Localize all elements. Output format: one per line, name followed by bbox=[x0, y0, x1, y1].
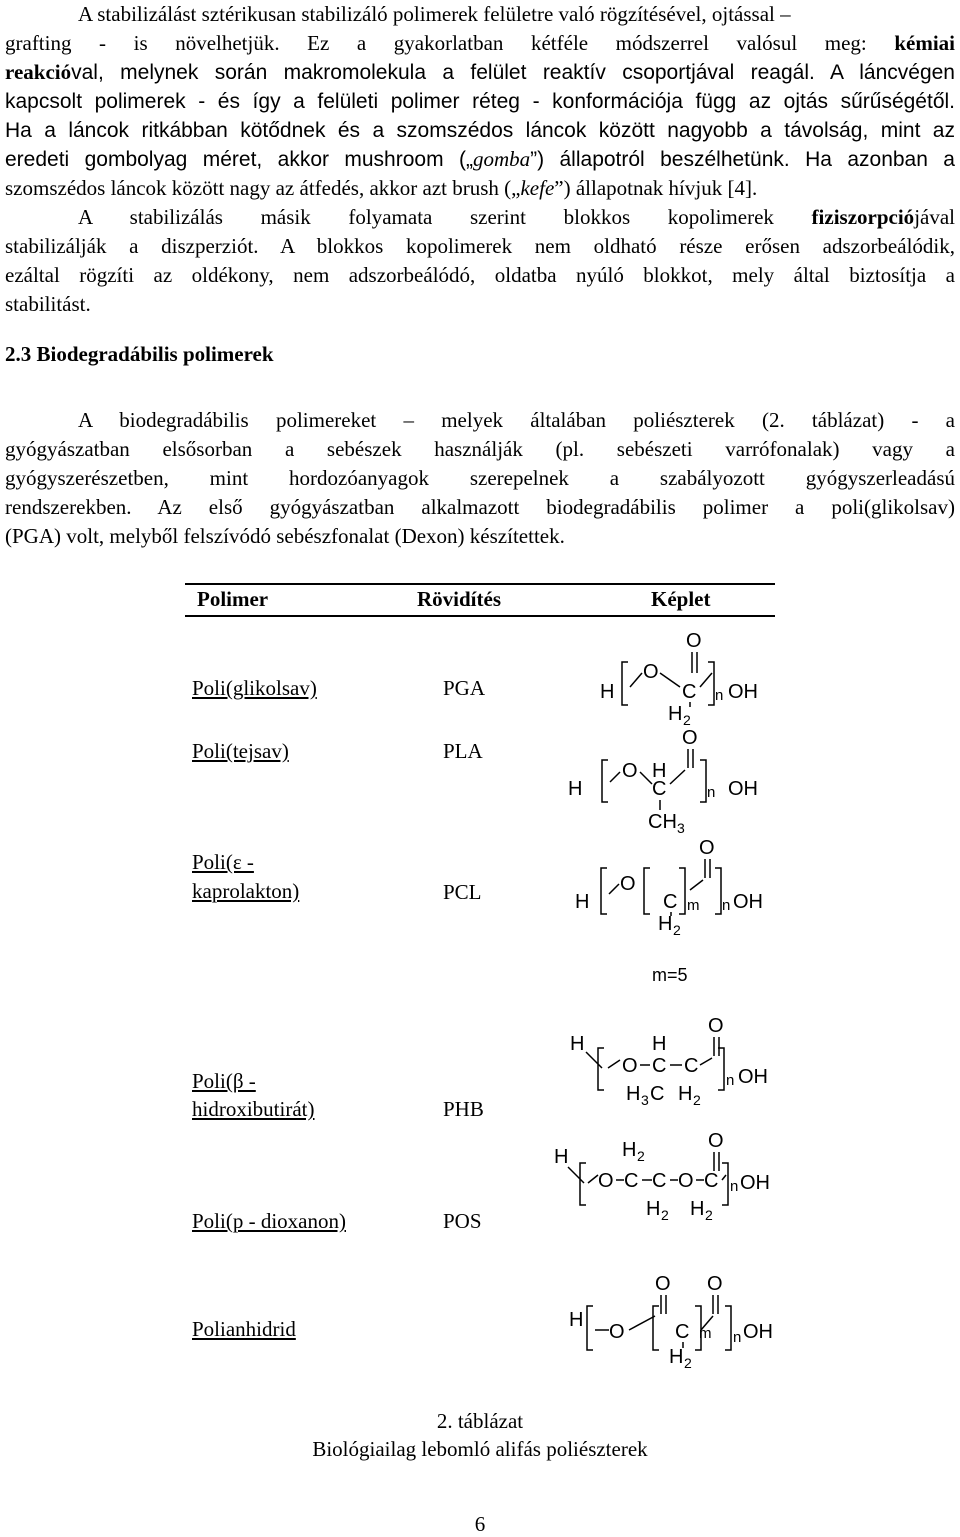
text-line: eredeti gombolyag méret, akkor mushroom („gomba”) állapotról beszélhetünk. Ha azonban a bbox=[5, 147, 955, 171]
svg-text:n: n bbox=[715, 687, 724, 704]
svg-text:O: O bbox=[686, 630, 702, 652]
polymer-abbr: POS bbox=[443, 1209, 482, 1233]
svg-text:OH: OH bbox=[733, 891, 763, 913]
svg-text:H: H bbox=[690, 1198, 705, 1220]
page-number: 6 bbox=[474, 1512, 486, 1536]
polymer-name-cont: kaprolakton) bbox=[192, 879, 300, 903]
pcl-m-note: m=5 bbox=[652, 965, 688, 985]
polymer-name: Poli(p - dioxanon) bbox=[192, 1209, 346, 1233]
polyanhydride-structural-formula bbox=[555, 1268, 785, 1383]
svg-text:H: H bbox=[600, 681, 615, 703]
polymer-name: Poli(glikolsav) bbox=[192, 676, 317, 700]
polymer-name: Polianhidrid bbox=[192, 1317, 296, 1341]
svg-text:C: C bbox=[624, 1170, 639, 1192]
text-line: stabilitást. bbox=[5, 292, 91, 316]
svg-text:O: O bbox=[678, 1170, 694, 1192]
text-line: szomszédos láncok között nagy az átfedés, akkor azt brush („kefe”) állapotnak hívjuk [4]. bbox=[5, 176, 758, 200]
svg-text:2: 2 bbox=[661, 1207, 669, 1223]
text-line: ezáltal rögzíti az oldékony, nem adszorbeálódó, oldatba nyúló blokkot, mely által biztosítja a bbox=[5, 263, 955, 287]
svg-text:OH: OH bbox=[738, 1066, 768, 1088]
pla-structural-formula bbox=[560, 722, 780, 842]
svg-text:OH: OH bbox=[740, 1172, 770, 1194]
polymer-abbr: PGA bbox=[443, 676, 486, 700]
table-caption-number: 2. táblázat bbox=[436, 1409, 524, 1433]
svg-text:n: n bbox=[730, 1178, 739, 1195]
svg-text:H: H bbox=[568, 778, 583, 800]
svg-text:C: C bbox=[652, 1170, 667, 1192]
polymer-name: Poli(tejsav) bbox=[192, 739, 289, 763]
text-line: A stabilizálás másik folyamata szerint blokkos kopolimerek fiziszorpciójával bbox=[78, 205, 955, 229]
svg-text:O: O bbox=[655, 1273, 671, 1295]
text-line: grafting - is növelhetjük. Ez a gyakorlatban kétféle módszerrel valósul meg: kémiai bbox=[5, 31, 955, 55]
svg-text:H: H bbox=[652, 1033, 667, 1055]
svg-text:n: n bbox=[733, 1329, 742, 1346]
svg-text:O: O bbox=[609, 1321, 625, 1343]
text-line: stabilizálják a diszperziót. A blokkos kopolimerek nem oldható része erősen adszorbeálódik, bbox=[5, 234, 955, 258]
table-caption-title: Biológiailag lebomló alifás poliészterek bbox=[312, 1437, 648, 1461]
svg-text:H: H bbox=[569, 1309, 584, 1331]
text-line: gyógyászatban elsősorban a sebészek használják (pl. sebészeti varrófonalak) vagy a bbox=[5, 437, 955, 461]
polymer-abbr: PHB bbox=[443, 1097, 484, 1121]
svg-text:OH: OH bbox=[728, 778, 758, 800]
polymer-name-cont: hidroxibutirát) bbox=[192, 1097, 315, 1121]
svg-text:O: O bbox=[708, 1015, 724, 1037]
svg-text:n: n bbox=[722, 897, 731, 914]
polymer-name: Poli(β - bbox=[192, 1069, 256, 1093]
svg-text:OH: OH bbox=[743, 1321, 773, 1343]
svg-text:H: H bbox=[668, 703, 683, 725]
svg-text:O: O bbox=[707, 1273, 723, 1295]
svg-text:H: H bbox=[658, 913, 673, 935]
svg-text:m: m bbox=[699, 1325, 712, 1342]
svg-text:2: 2 bbox=[693, 1092, 701, 1108]
pcl-structural-formula bbox=[565, 832, 785, 947]
svg-text:C: C bbox=[652, 1055, 667, 1077]
header-keplet: Képlet bbox=[651, 587, 711, 611]
header-polimer: Polimer bbox=[197, 587, 269, 611]
svg-text:2: 2 bbox=[637, 1148, 645, 1164]
phb-structural-formula bbox=[560, 1010, 780, 1115]
pos-structural-formula bbox=[540, 1125, 780, 1230]
svg-text:O: O bbox=[622, 760, 638, 782]
text-line: Ha a láncok ritkábban kötődnek és a szomszédos láncok között nagyobb a távolság, mint az bbox=[5, 119, 955, 142]
text-line: gyógyszerészetben, mint hordozóanyagok szerepelnek a szabályozott gyógyszerleadású bbox=[5, 466, 955, 490]
svg-text:C: C bbox=[684, 1055, 699, 1077]
svg-text:O: O bbox=[598, 1170, 614, 1192]
svg-text:3: 3 bbox=[677, 820, 685, 836]
svg-text:C: C bbox=[682, 681, 697, 703]
text-line: rendszerekben. Az első gyógyászatban alkalmazott biodegradábilis polimer a poli(glikolsav) bbox=[5, 495, 955, 519]
svg-text:O: O bbox=[708, 1130, 724, 1152]
svg-text:n: n bbox=[726, 1072, 735, 1089]
text-line: A biodegradábilis polimereket – melyek általában poliészterek (2. táblázat) - a bbox=[78, 408, 955, 432]
polymer-name: Poli(ε - bbox=[192, 850, 254, 874]
svg-text:C: C bbox=[652, 778, 667, 800]
svg-text:H: H bbox=[570, 1033, 585, 1055]
svg-text:C: C bbox=[663, 891, 678, 913]
svg-text:C: C bbox=[650, 1083, 665, 1105]
text-line: kapcsolt polimerek - és így a felületi polimer réteg - konformációja függ az ojtás sűrűségétől. bbox=[5, 90, 955, 113]
svg-text:O: O bbox=[699, 837, 715, 859]
svg-text:2: 2 bbox=[683, 712, 691, 725]
svg-text:CH: CH bbox=[648, 811, 677, 833]
svg-text:2: 2 bbox=[705, 1207, 713, 1223]
text-line: reakcióval, melynek során makromolekula a felület reaktív csoportjával reagál. A láncvégen bbox=[5, 60, 955, 84]
text-line: A stabilizálást sztérikusan stabilizáló polimerek felületre való rögzítésével, ojtással – bbox=[78, 2, 791, 26]
table-header bbox=[185, 583, 775, 617]
svg-text:H: H bbox=[678, 1083, 693, 1105]
svg-text:H: H bbox=[626, 1083, 641, 1105]
svg-text:O: O bbox=[643, 661, 659, 683]
svg-text:m: m bbox=[687, 897, 700, 914]
polymer-abbr: PCL bbox=[443, 880, 482, 904]
svg-text:2: 2 bbox=[684, 1355, 692, 1371]
text-line: (PGA) volt, melyből felszívódó sebészfonalat (Dexon) készítettek. bbox=[5, 524, 565, 548]
svg-text:n: n bbox=[707, 784, 716, 801]
pga-structural-formula bbox=[590, 625, 780, 730]
svg-text:OH: OH bbox=[728, 681, 758, 703]
svg-text:H: H bbox=[575, 891, 590, 913]
svg-text:O: O bbox=[622, 1055, 638, 1077]
svg-text:2: 2 bbox=[673, 922, 681, 938]
svg-text:H: H bbox=[622, 1139, 637, 1161]
svg-text:3: 3 bbox=[641, 1092, 649, 1108]
header-rovidites: Rövidítés bbox=[417, 587, 501, 611]
svg-text:H: H bbox=[669, 1346, 684, 1368]
svg-text:H: H bbox=[554, 1146, 569, 1168]
svg-text:O: O bbox=[682, 727, 698, 749]
polymer-abbr: PLA bbox=[443, 739, 483, 763]
svg-text:H: H bbox=[652, 760, 667, 782]
section-heading: 2.3 Biodegradábilis polimerek bbox=[5, 342, 274, 366]
svg-text:C: C bbox=[675, 1321, 690, 1343]
svg-text:O: O bbox=[620, 873, 636, 895]
svg-text:C: C bbox=[704, 1170, 719, 1192]
svg-text:H: H bbox=[646, 1198, 661, 1220]
